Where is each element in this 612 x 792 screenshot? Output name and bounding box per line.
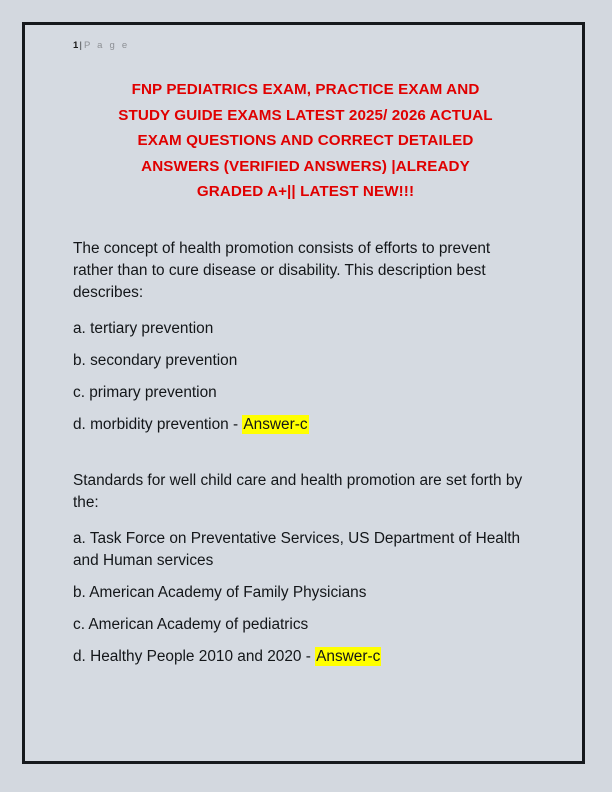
document-page <box>25 25 582 761</box>
option-text: c. primary prevention <box>73 383 217 401</box>
answer-highlight: Answer-c <box>243 415 308 433</box>
option-text: d. Healthy People 2010 and 2020 - <box>73 647 316 665</box>
title-line: FNP PEDIATRICS EXAM, PRACTICE EXAM AND <box>131 81 480 98</box>
title-line: GRADED A+|| LATEST NEW!!! <box>196 183 415 201</box>
answer-option <box>73 528 538 572</box>
option-text: d. morbidity prevention - <box>73 415 243 433</box>
answer-option <box>73 382 538 404</box>
answer-option <box>73 646 538 668</box>
answer-option <box>73 614 538 636</box>
question-stem: Standards for well child care and health promotion are set forth by the: <box>73 471 523 511</box>
question-block <box>73 238 538 436</box>
question-stem: The concept of health promotion consists of efforts to prevent rather than to cure disease or disability. This description best describes: <box>73 239 491 301</box>
answer-option <box>73 318 538 340</box>
title-line: EXAM QUESTIONS AND CORRECT DETAILED <box>137 132 474 150</box>
answer-option <box>73 582 538 604</box>
answer-option <box>73 414 538 436</box>
option-text: b. secondary prevention <box>73 351 238 369</box>
exam-content <box>73 238 538 668</box>
page-number-separator: | <box>79 40 82 51</box>
page-label: P a g e <box>83 40 130 51</box>
option-text: b. American Academy of Family Physicians <box>73 583 367 601</box>
answer-option <box>73 350 538 372</box>
title-line: STUDY GUIDE EXAMS LATEST 2025/ 2026 ACTUAL <box>118 106 493 124</box>
question-block <box>73 470 538 668</box>
page-number-header <box>73 37 538 55</box>
option-text: a. Task Force on Preventative Services, US Department of Health and Human services <box>73 529 521 569</box>
option-text: a. tertiary prevention <box>73 319 214 337</box>
page-number: 1 <box>73 40 79 51</box>
option-text: c. American Academy of pediatrics <box>73 615 309 633</box>
document-title <box>73 77 538 205</box>
answer-highlight: Answer-c <box>316 647 381 665</box>
document-page-border <box>22 22 585 764</box>
title-line: ANSWERS (VERIFIED ANSWERS) |ALREADY <box>141 157 470 175</box>
